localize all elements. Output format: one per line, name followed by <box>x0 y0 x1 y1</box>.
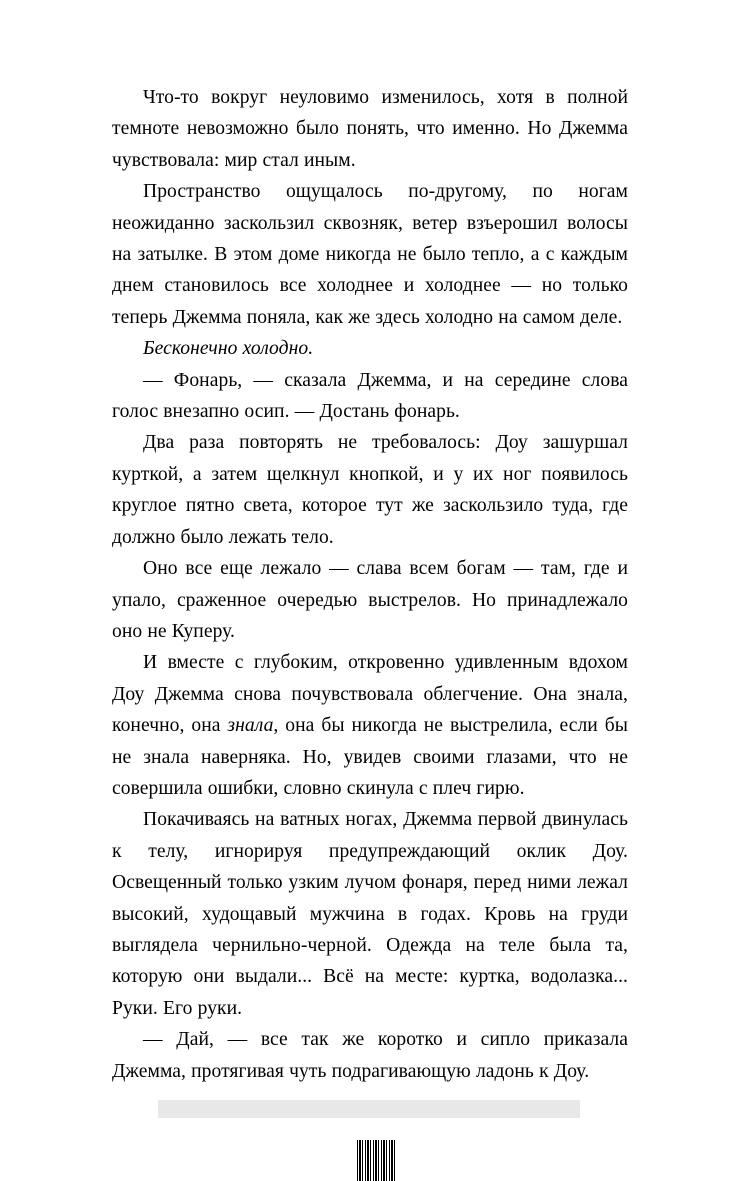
paragraph-italic: Бесконечно холодно. <box>143 338 314 360</box>
paragraph: — Дай, — все так же коротко и сипло приказала Джемма, протягивая чуть подрагивающую ладонь к Доу. <box>112 1029 628 1082</box>
page-text-body <box>112 82 628 1087</box>
paragraph-with-emphasis <box>112 647 628 804</box>
paragraph: Покачиваясь на ватных ногах, Джемма первой двинулась к телу, игнорируя предупреждающий оклик Доу. Освещенный только узким лучом фонаря, перед ними лежал высокий, худощавый мужчина в годах. Кровь на груди выглядела чернильно-черной. Одежда на теле была та, которую они выдали... Всё на месте: куртка, водолазка... Руки. Его руки. <box>112 809 628 1019</box>
paragraph: Пространство ощущалось по-другому, по ногам неожиданно заскользил сквозняк, ветер взъерошил волосы на затылке. В этом доме никогда не было тепло, а с каждым днем становилось все холоднее и холоднее — но только теперь Джемма поняла, как же здесь холодно на самом деле. <box>112 181 628 328</box>
paragraph: — Фонарь, — сказала Джемма, и на середине слова голос внезапно осип. — Достань фонарь. <box>112 369 628 423</box>
paragraph: Оно все еще лежало — слава всем богам — там, где и упало, сраженное очередью выстрелов. Но принадлежало оно не Куперу. <box>112 558 628 642</box>
barcode-stripes <box>357 1140 395 1181</box>
footer-band <box>158 1100 580 1118</box>
paragraph: Что-то вокруг неуловимо изменилось, хотя в полной темноте невозможно было понять, что именно. Но Джемма чувствовала: мир стал иным. <box>112 87 628 171</box>
paragraph-text-after: , она бы никогда не выстрелила, если бы не знала наверняка. Но, увидев своими глазами, что не совершила ошибки, словно скинула с плеч гирю. <box>112 715 628 799</box>
paragraph: Два раза повторять не требовалось: Доу зашуршал курткой, а затем щелкнул кнопкой, и у их ног появилось круглое пятно света, которое тут же заскользило туда, где должно было лежать тело. <box>112 432 628 548</box>
emphasized-word: знала <box>227 715 274 737</box>
barcode <box>357 1140 395 1181</box>
paragraph-text-before: И вместе с глубоким, откровенно удивленным вдохом Доу Джемма снова почувствовала облегчение. Она знала, конечно, она <box>112 652 628 737</box>
